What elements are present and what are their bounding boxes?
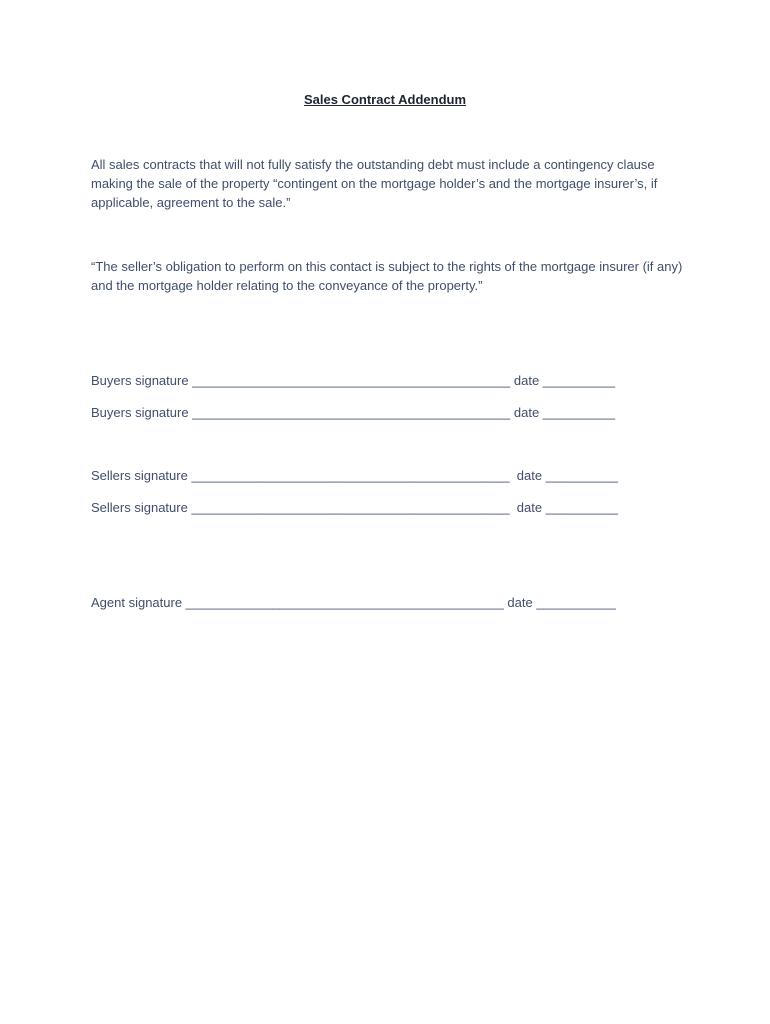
buyer-signature-line-1: Buyers signature ____________________________________________ date __________ xyxy=(91,373,616,388)
contingency-paragraph: All sales contracts that will not fully satisfy the outstanding debt must include a contingency clause making the sale of the property “contingent on the mortgage holder’s and the mortgage insurer’s, if applicable, agreement to the sale.” xyxy=(91,157,658,210)
seller-obligation-paragraph: “The seller’s obligation to perform on this contact is subject to the rights of the mortgage insurer (if any) and the mortgage holder relating to the conveyance of the property.” xyxy=(91,259,683,293)
agent-signature-line: Agent signature ____________________________________________ date ___________ xyxy=(91,595,616,610)
buyer-signature-line-2: Buyers signature ____________________________________________ date __________ xyxy=(91,405,616,420)
seller-signature-line-2: Sellers signature ____________________________________________ date __________ xyxy=(91,500,618,515)
seller-signature-line-1: Sellers signature ____________________________________________ date __________ xyxy=(91,468,618,483)
document-title: Sales Contract Addendum xyxy=(303,92,467,107)
